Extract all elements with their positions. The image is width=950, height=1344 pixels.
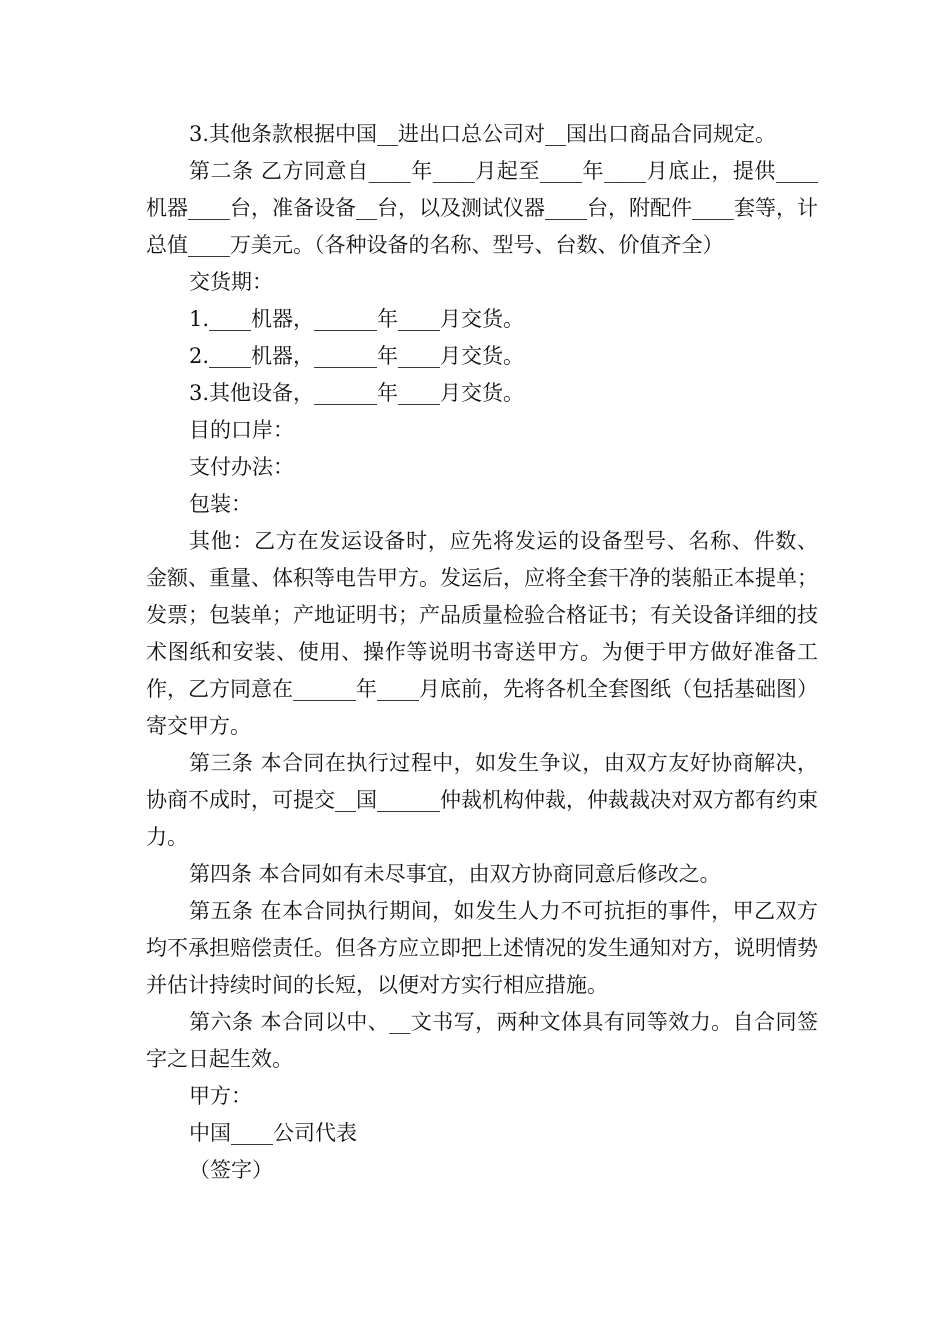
signature-label: （签字）	[189, 1158, 273, 1182]
article-2: 第二条 乙方同意自____年____月起至____年____月底止，提供____机器____台，准备设备__台，以及测试仪器____台，附配件____套等，计总值____万美元。（各种设备的名称、型号、台数、价值齐全）	[146, 159, 818, 257]
party-a-label: 甲方：	[189, 1084, 252, 1108]
destination-port: 目的口岸：	[189, 418, 294, 442]
delivery-period-heading: 交货期：	[189, 270, 273, 294]
party-a-representative: 中国____公司代表	[189, 1121, 357, 1145]
document-body	[146, 116, 818, 1189]
article-3: 第三条 本合同在执行过程中，如发生争议，由双方友好协商解决，协商不成时，可提交__国______仲裁机构仲裁，仲裁裁决对双方都有约束力。	[146, 751, 818, 849]
article-5: 第五条 在本合同执行期间，如发生人力不可抗拒的事件，甲乙双方均不承担赔偿责任。但各方应立即把上述情况的发生通知对方，说明情势并估计持续时间的长短，以便对方实行相应措施。	[146, 899, 818, 997]
clause-other-terms: 3.其他条款根据中国__进出口总公司对__国出口商品合同规定。	[189, 122, 777, 146]
other-provisions: 其他：乙方在发运设备时，应先将发运的设备型号、名称、件数、金额、重量、体积等电告甲方。发运后，应将全套干净的装船正本提单；发票；包装单；产地证明书；产品质量检验合格证书；有关设备详细的技术图纸和安装、使用、操作等说明书寄送甲方。为便于甲方做好准备工作，乙方同意在______年____月底前，先将各机全套图纸（包括基础图）寄交甲方。	[146, 529, 818, 738]
delivery-item-3: 3.其他设备，______年____月交货。	[189, 381, 525, 405]
delivery-item-1: 1.____机器，______年____月交货。	[189, 307, 525, 331]
packaging: 包装：	[189, 492, 252, 516]
delivery-item-2: 2.____机器，______年____月交货。	[189, 344, 525, 368]
article-4: 第四条 本合同如有未尽事宜，由双方协商同意后修改之。	[189, 862, 721, 886]
payment-method: 支付办法：	[189, 455, 294, 479]
article-6: 第六条 本合同以中、__文书写，两种文体具有同等效力。自合同签字之日起生效。	[146, 1010, 818, 1071]
